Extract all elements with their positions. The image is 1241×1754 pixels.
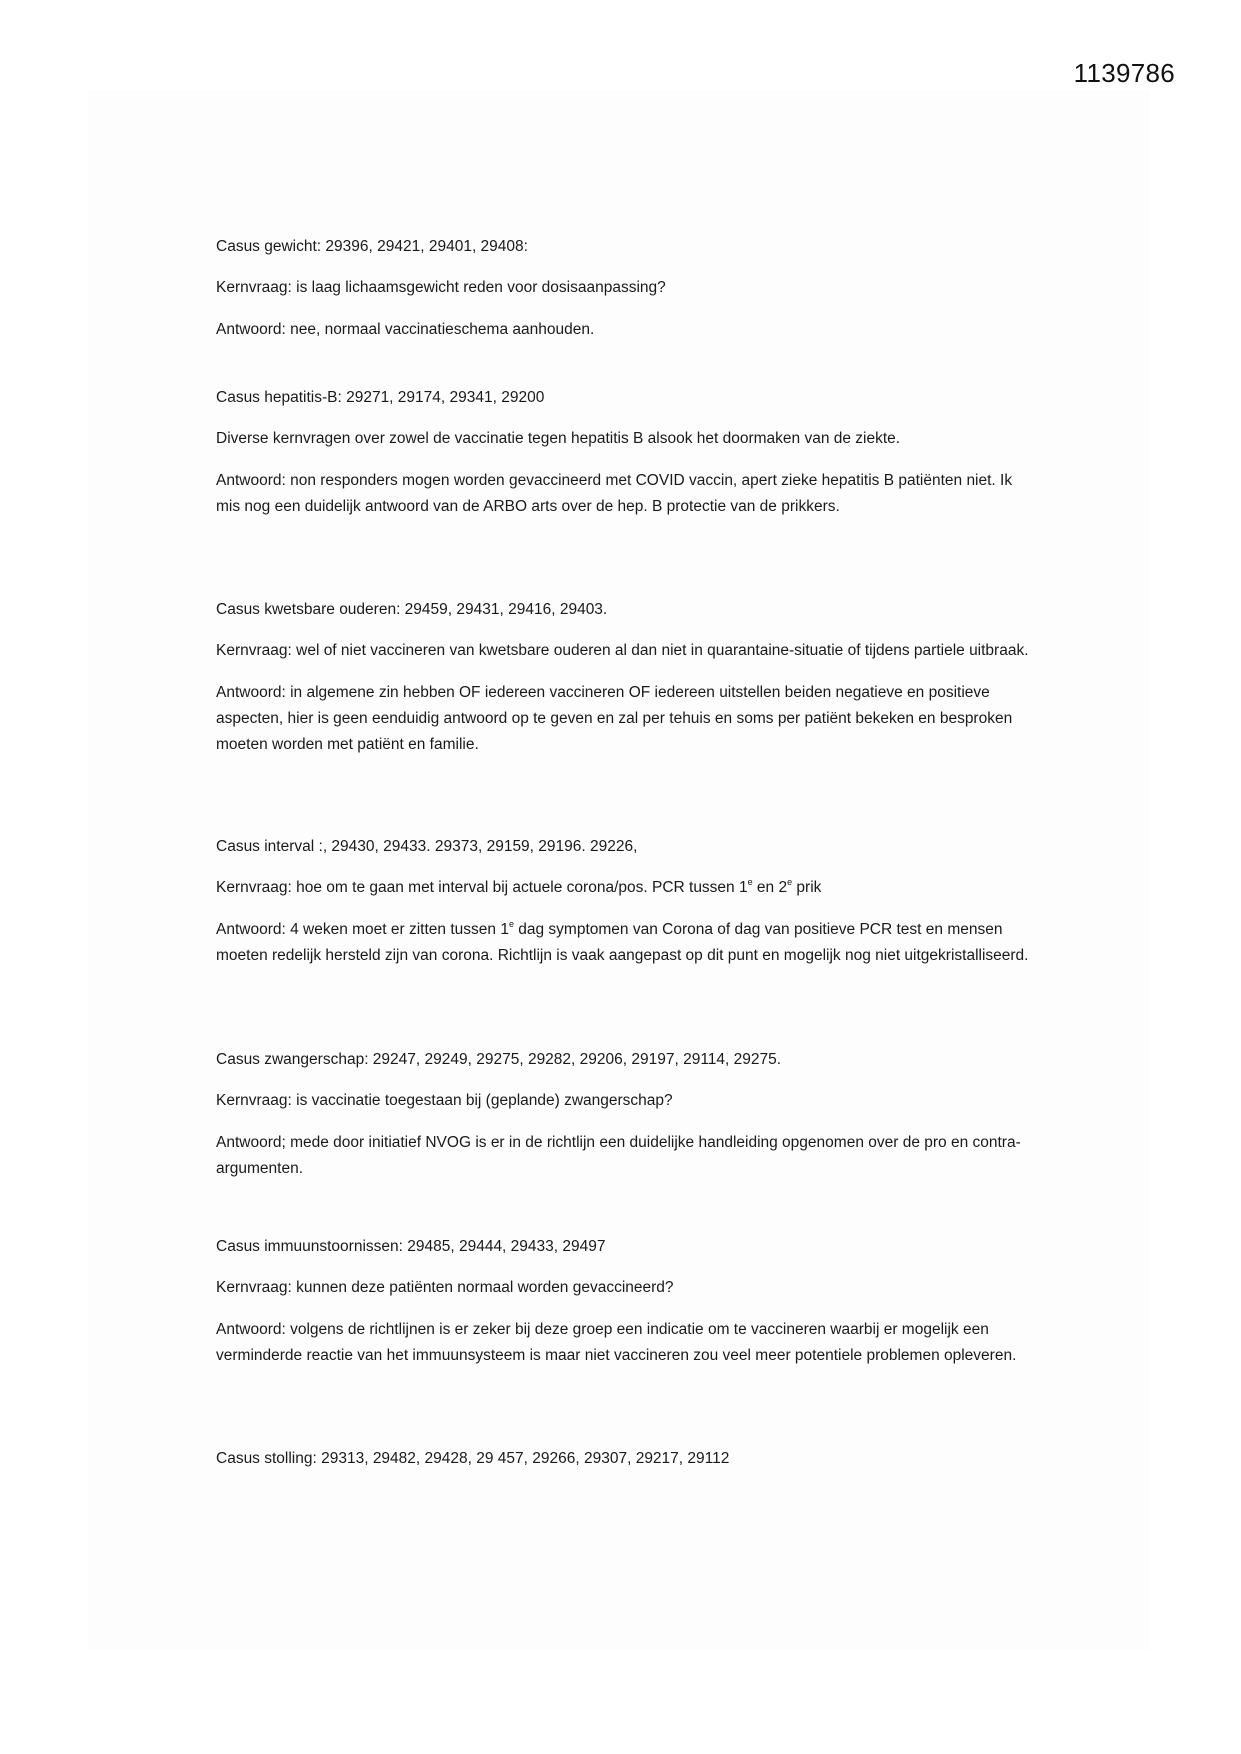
antwoord-text: Antwoord; mede door initiatief NVOG is er in de richtlijn een duidelijke handleiding opgenomen over de pro en contra-argumenten. [216, 1133, 1021, 1177]
section-gewicht [216, 218, 1036, 358]
section-kwetsbare-ouderen [216, 581, 1036, 773]
kernvraag-text: Kernvraag: is vaccinatie toegestaan bij (geplande) zwangerschap? [216, 1092, 673, 1109]
ordinal-superscript: e [508, 918, 514, 929]
kernvraag-text: Diverse kernvragen over zowel de vaccinatie tegen hepatitis B alsook het doormaken van de ziekte. [216, 430, 901, 447]
kernvraag-text [216, 875, 1036, 901]
casus-heading: Casus zwangerschap: 29247, 29249, 29275, 29282, 29206, 29197, 29114, 29275. [216, 1050, 782, 1068]
casus-heading: Casus interval :, 29430, 29433. 29373, 29159, 29196. 29226, [216, 837, 638, 855]
kernvraag-text: Kernvraag: wel of niet vaccineren van kwetsbare ouderen al dan niet in quarantaine-situatie of tijdens partiele uitbraak. [216, 642, 1029, 659]
antwoord-text: Antwoord: volgens de richtlijnen is er zeker bij deze groep een indicatie om te vaccineren waarbij er mogelijk een verminderde reactie van het immuunsysteem is maar niet vaccineren zou veel meer potentiele problemen opleveren. [216, 1320, 1017, 1364]
antwoord-text: Antwoord: non responders mogen worden gevaccineerd met COVID vaccin, apert zieke hepatitis B patiënten niet. Ik mis nog een duidelijk antwoord van de ARBO arts over de hep. B protectie van de prikkers. [216, 471, 1013, 515]
casus-heading: Casus hepatitis-B: 29271, 29174, 29341, 29200 [216, 388, 545, 406]
casus-heading: Casus gewicht: 29396, 29421, 29401, 29408: [216, 237, 528, 255]
kernvraag-part: en 2 [752, 879, 788, 896]
antwoord-text: Antwoord: in algemene zin hebben OF iedereen vaccineren OF iedereen uitstellen beiden negatieve en positieve aspecten, hier is geen eenduidig antwoord op te geven en zal per tehuis en soms per patiënt bekeken en besproken moeten worden met patiënt en familie. [216, 683, 1013, 753]
section-hepatitis-b [216, 369, 1036, 535]
kernvraag-text: Kernvraag: is laag lichaamsgewicht reden voor dosisaanpassing? [216, 279, 666, 296]
antwoord-part: dag symptomen van Corona of dag van positieve PCR test en mensen moeten redelijk hersteld zijn van corona. Richtlijn is vaak aangepast op dit punt en mogelijk nog niet uitgekristalliseerd. [216, 920, 1029, 964]
document-id: 1139786 [1073, 58, 1175, 88]
antwoord-text [216, 917, 1036, 969]
casus-heading: Casus kwetsbare ouderen: 29459, 29431, 29416, 29403. [216, 600, 608, 618]
ordinal-superscript: e [787, 877, 793, 887]
kernvraag-text: Kernvraag: kunnen deze patiënten normaal worden gevaccineerd? [216, 1279, 674, 1296]
kernvraag-part: Kernvraag: hoe om te gaan met interval bij actuele corona/pos. PCR tussen 1 [216, 879, 748, 896]
section-immuunstoornissen [216, 1218, 1036, 1384]
section-zwangerschap [216, 1031, 1036, 1197]
section-interval [216, 818, 1036, 984]
casus-heading: Casus immuunstoornissen: 29485, 29444, 29433, 29497 [216, 1237, 606, 1255]
antwoord-text: Antwoord: nee, normaal vaccinatieschema aanhouden. [216, 320, 595, 338]
kernvraag-part: prik [792, 879, 822, 896]
ordinal-superscript: e [747, 877, 753, 887]
section-stolling [216, 1430, 1036, 1487]
casus-heading: Casus stolling: 29313, 29482, 29428, 29 457, 29266, 29307, 29217, 29112 [216, 1449, 730, 1467]
antwoord-part: Antwoord: 4 weken moet er zitten tussen 1 [216, 920, 509, 938]
